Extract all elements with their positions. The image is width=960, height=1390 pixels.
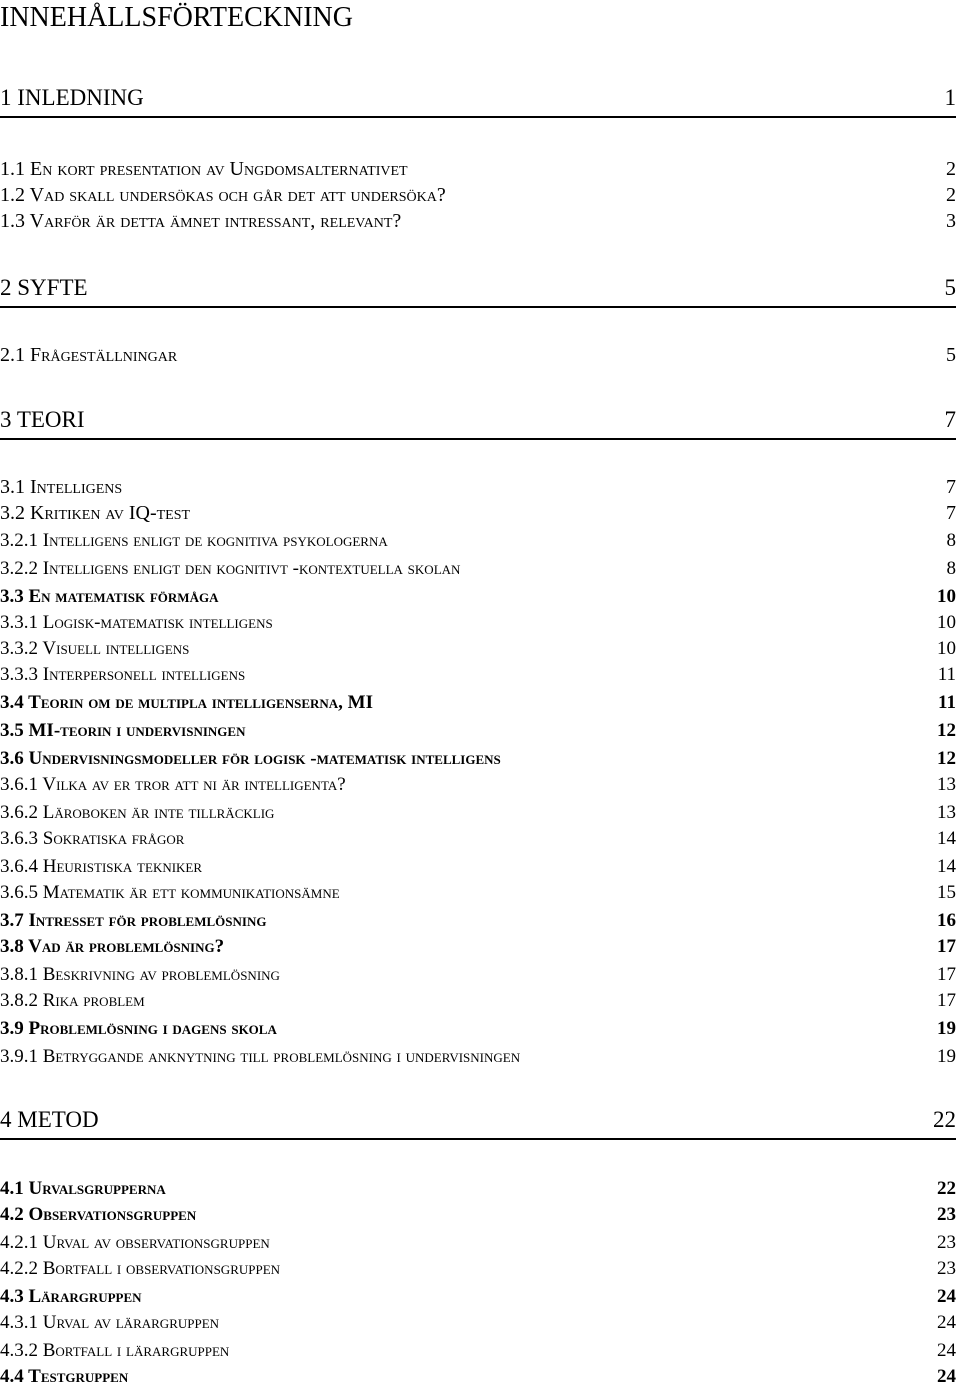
toc-entry-page-number: 13 <box>937 774 956 795</box>
toc-entry-page-number: 2 <box>946 158 956 180</box>
toc-entry-label: 1.3 Varför är detta ämnet intressant, relevant? <box>0 210 402 232</box>
toc-entry-label: 3.5 MI-teorin i undervisningen <box>0 720 246 741</box>
toc-entry-label: 3.3.1 Logisk-matematisk intelligens <box>0 612 273 633</box>
toc-entry-label: 3.6.4 Heuristiska tekniker <box>0 856 203 877</box>
toc-entry-page-number: 5 <box>944 275 956 300</box>
toc-entry <box>0 1364 956 1390</box>
toc-entry-label: 3.8.2 Rika problem <box>0 990 145 1011</box>
toc-entry <box>0 690 956 716</box>
toc-entry <box>0 988 956 1014</box>
toc-entry-label: 3.8.1 Beskrivning av problemlösning <box>0 964 280 985</box>
toc-entry-page-number: 23 <box>937 1204 956 1225</box>
toc-entry <box>0 208 956 234</box>
toc-entry <box>0 556 956 582</box>
toc-entry-page-number: 7 <box>946 476 956 498</box>
toc-entry-page-number: 2 <box>946 184 956 206</box>
toc-entry <box>0 908 956 934</box>
toc-entry-label: 3.4 Teorin om de multipla intelligenserna, MI <box>0 692 374 713</box>
toc-entry <box>0 342 956 368</box>
toc-entry-label: 3.6.3 Sokratiska frågor <box>0 828 185 849</box>
toc-entry <box>0 746 956 772</box>
toc-entry-page-number: 10 <box>937 612 956 633</box>
toc-entry-label: 2.1 Frågeställningar <box>0 344 178 366</box>
toc-entry-label: 4.2 Observationsgruppen <box>0 1204 197 1225</box>
toc-entry <box>0 1230 956 1256</box>
toc-entry <box>0 636 956 662</box>
toc-entry <box>0 182 956 208</box>
toc-entry-page-number: 24 <box>937 1286 956 1307</box>
toc-entry-page-number: 10 <box>937 638 956 659</box>
toc-entry <box>0 610 956 636</box>
toc-entry-page-number: 8 <box>946 530 956 551</box>
toc-entry <box>0 528 956 554</box>
toc-entry-page-number: 23 <box>937 1258 956 1279</box>
toc-entry <box>0 826 956 852</box>
toc-entry-page-number: 22 <box>937 1178 956 1199</box>
toc-entry-label: 4.1 Urvalsgrupperna <box>0 1178 166 1199</box>
toc-entry-page-number: 17 <box>937 964 956 985</box>
toc-entry <box>0 1044 956 1070</box>
toc-entry <box>0 276 956 308</box>
toc-entry <box>0 1284 956 1310</box>
toc-entry <box>0 1016 956 1042</box>
toc-entry-page-number: 17 <box>937 990 956 1011</box>
toc-entry-label: 3.3.2 Visuell intelligens <box>0 638 190 659</box>
toc-entry <box>0 1108 956 1140</box>
toc-entry-label: 4.3.2 Bortfall i lärargruppen <box>0 1340 230 1361</box>
toc-entry-page-number: 3 <box>946 210 956 232</box>
toc-entry-page-number: 24 <box>937 1312 956 1333</box>
toc-entry-page-number: 19 <box>937 1018 956 1039</box>
toc-entry-label: 4.4 Testgruppen <box>0 1366 129 1387</box>
toc-entry <box>0 800 956 826</box>
toc-entry-label: 1.1 En kort presentation av Ungdomsalternativet <box>0 158 408 180</box>
toc-entry-label: 3.9.1 Betryggande anknytning till problemlösning i undervisningen <box>0 1046 521 1067</box>
toc-entry <box>0 880 956 906</box>
toc-entry-page-number: 10 <box>937 586 956 607</box>
toc-entry-label: 3.7 Intresset för problemlösning <box>0 910 267 931</box>
toc-entry-page-number: 1 <box>944 85 956 110</box>
toc-entry <box>0 854 956 880</box>
toc-entry-label: 4.2.1 Urval av observationsgruppen <box>0 1232 270 1253</box>
toc-entry <box>0 1310 956 1336</box>
toc-entry-label: 3.1 Intelligens <box>0 476 123 498</box>
toc-entry-page-number: 23 <box>937 1232 956 1253</box>
toc-entry-page-number: 16 <box>937 910 956 931</box>
toc-entry-page-number: 24 <box>937 1340 956 1361</box>
toc-entry <box>0 1202 956 1228</box>
toc-entry-page-number: 17 <box>937 936 956 957</box>
toc-entry <box>0 1338 956 1364</box>
toc-entry-label: 3.6.5 Matematik är ett kommunikationsämne <box>0 882 340 903</box>
toc-entry-label: 3.6 Undervisningsmodeller för logisk -matematisk intelligens <box>0 748 501 769</box>
toc-entry-label: 3.8 Vad är problemlösning? <box>0 936 225 957</box>
toc-entry-page-number: 7 <box>944 407 956 432</box>
toc-entry-page-number: 12 <box>937 748 956 769</box>
toc-entry-label: 4.3.1 Urval av lärargruppen <box>0 1312 220 1333</box>
toc-entry <box>0 408 956 440</box>
toc-entry <box>0 962 956 988</box>
toc-entry <box>0 1176 956 1202</box>
toc-entry-label: 3.6.2 Läroboken är inte tillräcklig <box>0 802 275 823</box>
toc-entry <box>0 772 956 798</box>
toc-entry-label: 3 TEORI <box>0 407 85 432</box>
toc-entry-page-number: 8 <box>946 558 956 579</box>
toc-entry-label: 3.2.2 Intelligens enligt den kognitivt -kontextuella skolan <box>0 558 461 579</box>
toc-entry-page-number: 19 <box>937 1046 956 1067</box>
toc-entry-label: 2 SYFTE <box>0 275 88 300</box>
toc-entry-page-number: 14 <box>937 828 956 849</box>
toc-entry-label: 3.3.3 Interpersonell intelligens <box>0 664 246 685</box>
toc-entry-label: 1 INLEDNING <box>0 85 144 110</box>
toc-entry-label: 3.6.1 Vilka av er tror att ni är intelligenta? <box>0 774 346 795</box>
toc-entry-page-number: 5 <box>946 344 956 366</box>
toc-entry <box>0 156 956 182</box>
toc-entry-page-number: 15 <box>937 882 956 903</box>
toc-entry <box>0 474 956 500</box>
toc-entry-page-number: 14 <box>937 856 956 877</box>
toc-entry-label: 4 METOD <box>0 1107 99 1132</box>
toc-entry <box>0 584 956 610</box>
toc-entry <box>0 1256 956 1282</box>
toc-entry-label: 3.2 Kritiken av IQ-test <box>0 502 191 524</box>
toc-entry-label: 3.9 Problemlösning i dagens skola <box>0 1018 277 1039</box>
toc-entry-page-number: 13 <box>937 802 956 823</box>
toc-entry-label: 4.2.2 Bortfall i observationsgruppen <box>0 1258 281 1279</box>
toc-entry <box>0 662 956 688</box>
toc-entry-page-number: 7 <box>946 502 956 524</box>
toc-entry <box>0 934 956 960</box>
toc-entry-page-number: 12 <box>937 720 956 741</box>
toc-entry <box>0 718 956 744</box>
toc-entry-label: 3.2.1 Intelligens enligt de kognitiva psykologerna <box>0 530 388 551</box>
toc-entry-label: 3.3 En matematisk förmåga <box>0 586 219 607</box>
toc-entry-page-number: 11 <box>937 664 956 685</box>
toc-entry-page-number: 24 <box>937 1366 956 1387</box>
page-title: INNEHÅLLSFÖRTECKNING <box>0 2 353 33</box>
toc-entry-page-number: 11 <box>938 692 956 713</box>
toc-entry-label: 1.2 Vad skall undersökas och går det att undersöka? <box>0 184 446 206</box>
toc-entry <box>0 86 956 118</box>
toc-entry-label: 4.3 Lärargruppen <box>0 1286 142 1307</box>
toc-entry <box>0 500 956 526</box>
toc-entry-page-number: 22 <box>933 1107 956 1132</box>
